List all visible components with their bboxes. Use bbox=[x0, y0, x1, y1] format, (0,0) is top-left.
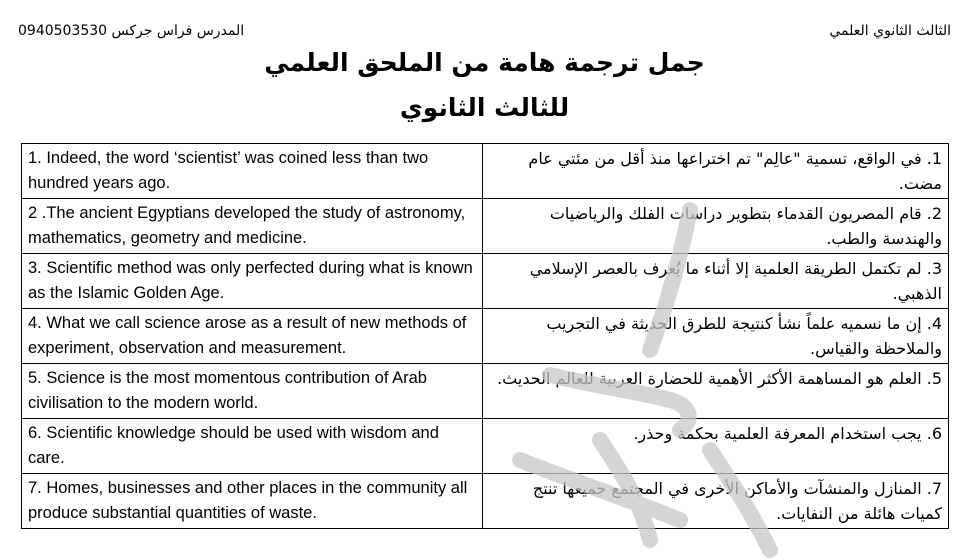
arabic-sentence: 1. في الواقع، تسمية "عالِم" تم اختراعها منذ أقل من مئتي عام مضت. bbox=[483, 144, 949, 199]
english-sentence: 4. What we call science arose as a result of new methods of experiment, observation and measurement. bbox=[22, 309, 483, 364]
english-sentence: 3. Scientific method was only perfected during what is known as the Islamic Golden Age. bbox=[22, 254, 483, 309]
table-row bbox=[22, 419, 949, 474]
table-row bbox=[22, 199, 949, 254]
translation-table-wrap bbox=[21, 143, 949, 529]
page-title: جمل ترجمة هامة من الملحق العلمي bbox=[264, 48, 705, 77]
english-sentence: 7. Homes, businesses and other places in the community all produce substantial quantities of waste. bbox=[22, 474, 483, 529]
grade-label: الثالث الثانوي العلمي bbox=[829, 23, 951, 39]
page-subtitle: للثالث الثانوي bbox=[399, 93, 570, 122]
arabic-sentence: 4. إن ما نسميه علماً نشأ كنتيجة للطرق الحديثة في التجريب والملاحظة والقياس. bbox=[483, 309, 949, 364]
arabic-sentence: 2. قام المصريون القدماء بتطوير دراسات الفلك والرياضيات والهندسة والطب. bbox=[483, 199, 949, 254]
arabic-sentence: 5. العلم هو المساهمة الأكثر الأهمية للحضارة العربية للعالم الحديث. bbox=[483, 364, 949, 419]
english-sentence: 5. Science is the most momentous contribution of Arab civilisation to the modern world. bbox=[22, 364, 483, 419]
english-sentence: 2 .The ancient Egyptians developed the study of astronomy, mathematics, geometry and medicine. bbox=[22, 199, 483, 254]
translation-table bbox=[21, 143, 949, 529]
arabic-sentence: 6. يجب استخدام المعرفة العلمية بحكمة وحذر. bbox=[483, 419, 949, 474]
arabic-sentence: 7. المنازل والمنشآت والأماكن الأخرى في المجتمع جميعها تنتج كميات هائلة من النفايات. bbox=[483, 474, 949, 529]
english-sentence: 1. Indeed, the word ‘scientist’ was coined less than two hundred years ago. bbox=[22, 144, 483, 199]
table-row bbox=[22, 309, 949, 364]
table-row bbox=[22, 254, 949, 309]
english-sentence: 6. Scientific knowledge should be used with wisdom and care. bbox=[22, 419, 483, 474]
table-row bbox=[22, 144, 949, 199]
teacher-info: المدرس فراس جركس 0940503530 bbox=[18, 23, 245, 39]
arabic-sentence: 3. لم تكتمل الطريقة العلمية إلا أثناء ما يُعرف بالعصر الإسلامي الذهبي. bbox=[483, 254, 949, 309]
table-row bbox=[22, 474, 949, 529]
table-row bbox=[22, 364, 949, 419]
